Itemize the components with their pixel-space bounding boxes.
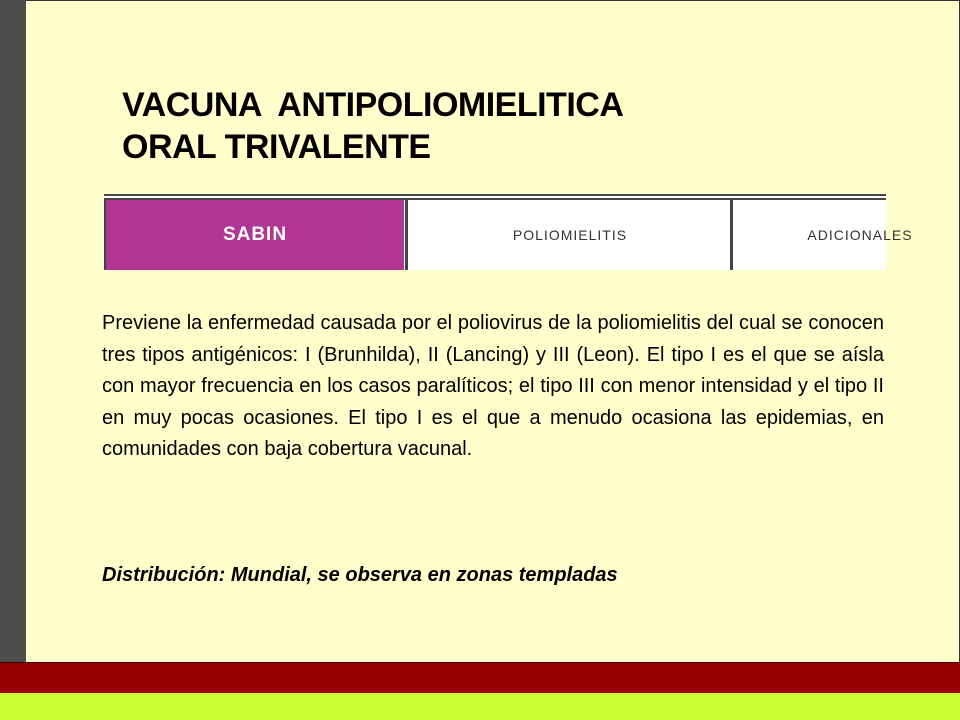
bottom-lime-band — [0, 693, 960, 720]
left-decor-bar — [0, 0, 26, 662]
table-divider-1 — [405, 200, 408, 270]
table-cell-poliomielitis: POLIOMIELITIS — [512, 227, 628, 243]
vaccine-table — [104, 194, 913, 270]
table-cell-adicionales: ADICIONALES — [807, 227, 913, 243]
table-cell-sabin: SABIN — [106, 200, 404, 270]
table-top-rule — [104, 194, 886, 196]
slide-title — [122, 84, 822, 168]
bottom-red-band — [0, 662, 960, 693]
title-line-1: VACUNA ANTIPOLIOMIELITICA — [122, 86, 624, 124]
distribution-line: Distribución: Mundial, se observa en zonas templadas — [102, 564, 618, 586]
description-paragraph: Previene la enfermedad causada por el poliovirus de la poliomielitis del cual se conocen tres tipos antigénicos: I (Brunhilda), II (Lancing) y III (Leon). El tipo I es el que se aísla con mayor frecuencia en los casos paralíticos; el tipo III con menor intensidad y el tipo II en muy pocas ocasiones. El tipo I es el que a menudo ocasiona las epidemias, en comunidades con baja cobertura vacunal. — [102, 312, 884, 460]
top-border — [26, 0, 960, 1]
table-divider-2 — [730, 200, 733, 270]
title-line-2: ORAL TRIVALENTE — [122, 128, 431, 166]
